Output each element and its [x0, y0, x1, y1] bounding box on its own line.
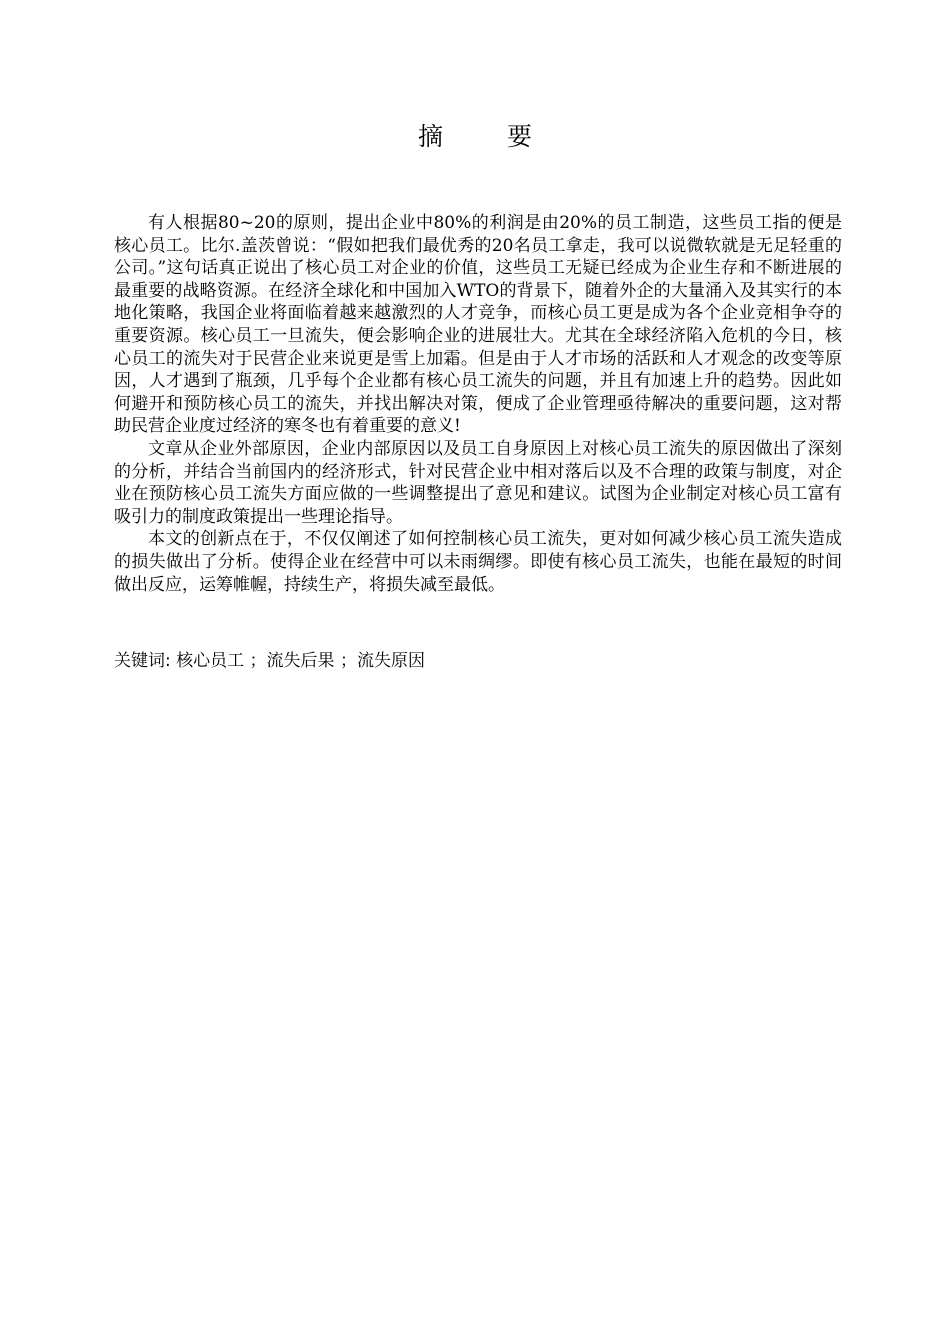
keywords-line: [114, 649, 842, 673]
page-title: 摘 要: [418, 122, 560, 151]
abstract-body: [114, 212, 842, 596]
abstract-paragraph-1: 有人根据80~20的原则，提出企业中80%的利润是由20%的员工制造，这些员工指的便是核心员工。比尔.盖茨曾说：“假如把我们最优秀的20名员工拿走，我可以说微软就是无足轻重的公司。”这句话真正说出了核心员工对企业的价值，这些员工无疑已经成为企业生存和不断进展的最重要的战略资源。在经济全球化和中国加入WTO的背景下，随着外企的大量涌入及其实行的本地化策略，我国企业将面临着越来越激烈的人才竞争，而核心员工更是成为各个企业竞相争夺的重要资源。核心员工一旦流失，便会影响企业的进展壮大。尤其在全球经济陷入危机的今日，核心员工的流失对于民营企业来说更是雪上加霜。但是由于人才市场的活跃和人才观念的改变等原因，人才遇到了瓶颈，几乎每个企业都有核心员工流失的问题，并且有加速上升的趋势。因此如何避开和预防核心员工的流失，并找出解决对策，便成了企业管理亟待解决的重要问题，这对帮助民营企业度过经济的寒冬也有着重要的意义!: [114, 213, 842, 437]
abstract-paragraph-2: 文章从企业外部原因，企业内部原因以及员工自身原因上对核心员工流失的原因做出了深刻的分析，并结合当前国内的经济形式，针对民营企业中相对落后以及不合理的政策与制度，对企业在预防核心员工流失方面应做的一些调整提出了意见和建议。试图为企业制定对核心员工富有吸引力的制度政策提出一些理论指导。: [114, 438, 842, 527]
abstract-paragraph-3: 本文的创新点在于，不仅仅阐述了如何控制核心员工流失，更对如何减少核心员工流失造成的损失做出了分析。使得企业在经营中可以未雨绸缪。即使有核心员工流失，也能在最短的时间做出反应，运筹帷幄，持续生产，将损失减至最低。: [114, 529, 842, 595]
keywords-label: 关键词:: [114, 651, 171, 671]
keywords-values: 核心员工 ；流失后果 ；流失原因: [170, 651, 425, 671]
